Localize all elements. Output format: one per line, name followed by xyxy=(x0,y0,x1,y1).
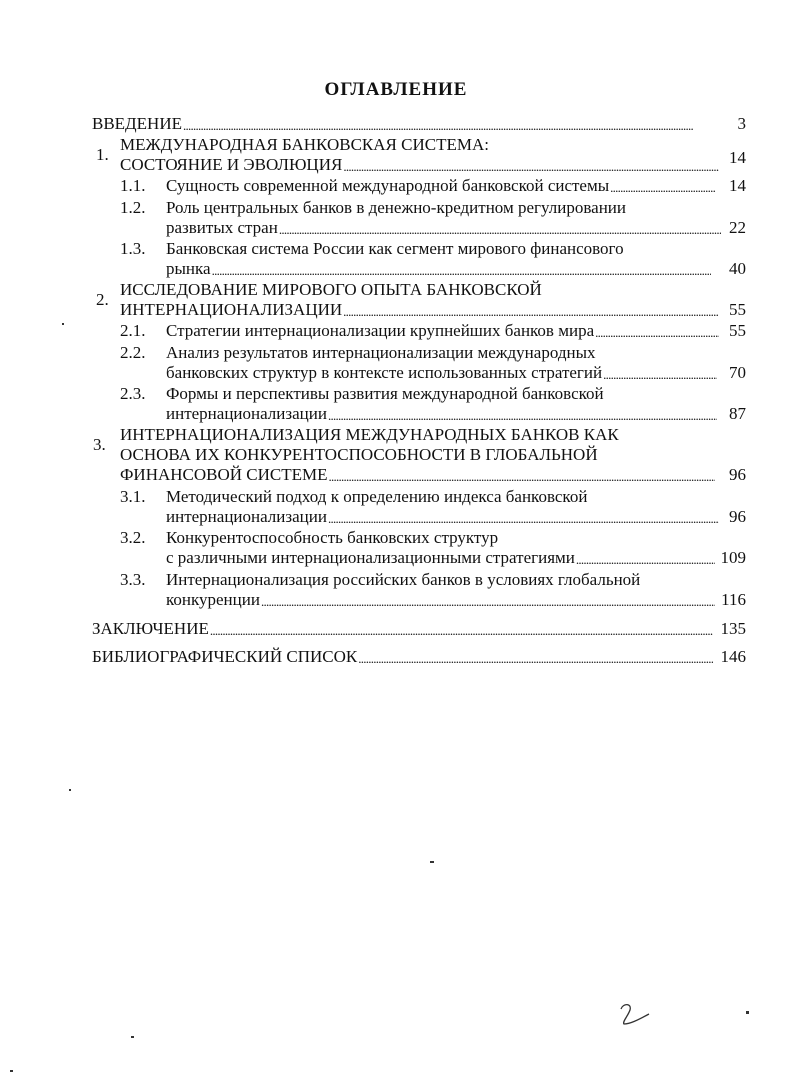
section-title-text: рынка xyxy=(166,259,211,278)
toc-conclusion-page: 135 xyxy=(720,619,746,638)
section-title-line[interactable] xyxy=(166,548,716,568)
toc-bibliography-label: БИБЛИОГРАФИЧЕСКИЙ СПИСОК xyxy=(92,647,358,666)
leader-dots xyxy=(595,325,719,341)
scan-speck xyxy=(746,1011,749,1014)
leader-dots xyxy=(261,594,715,610)
section-number: 2.1. xyxy=(120,321,146,340)
leader-dots xyxy=(328,408,717,424)
scan-speck xyxy=(430,861,434,863)
section-title-text: конкуренции xyxy=(166,590,260,609)
section-page: 70 xyxy=(729,363,746,382)
chapter-title-line[interactable]: ОСНОВА ИХ КОНКУРЕНТОСПОСОБНОСТИ В ГЛОБАЛЬНОЙ xyxy=(120,445,598,464)
scan-speck xyxy=(131,1036,134,1038)
section-page: 116 xyxy=(721,590,746,609)
chapter-title-line[interactable] xyxy=(120,300,720,320)
toc-intro-page: 3 xyxy=(737,114,746,133)
section-title-line[interactable]: Банковская система России как сегмент мирового финансового xyxy=(166,239,624,258)
leader-dots xyxy=(279,222,721,238)
section-title-line[interactable] xyxy=(166,404,718,424)
section-title-text: Сущность современной международной банковской системы xyxy=(166,176,610,195)
leader-dots xyxy=(183,118,729,134)
section-number: 2.2. xyxy=(120,343,146,362)
leader-dots xyxy=(576,552,715,568)
chapter-page: 14 xyxy=(729,148,746,167)
leader-dots xyxy=(610,180,715,196)
leader-dots xyxy=(212,263,711,279)
chapter-title-text: ФИНАНСОВОЙ СИСТЕМЕ xyxy=(120,465,328,484)
section-title-text: с различными интернационализационными стратегиями xyxy=(166,548,575,567)
toc-intro[interactable] xyxy=(92,114,746,134)
section-page: 55 xyxy=(729,321,746,340)
section-title-line[interactable]: Формы и перспективы развития международной банковской xyxy=(166,384,604,403)
section-title-line[interactable] xyxy=(166,507,720,527)
toc-bibliography[interactable] xyxy=(92,647,714,667)
section-number: 3.2. xyxy=(120,528,146,547)
section-title-line[interactable]: Конкурентоспособность банковских структур xyxy=(166,528,499,547)
section-title-text: Стратегии интернационализации крупнейших банков мира xyxy=(166,321,595,340)
section-number: 2.3. xyxy=(120,384,146,403)
section-number: 1.3. xyxy=(120,239,146,258)
page-title: ОГЛАВЛЕНИЕ xyxy=(324,79,468,100)
section-title-line[interactable] xyxy=(166,259,712,279)
chapter-title-text: СОСТОЯНИЕ И ЭВОЛЮЦИЯ xyxy=(120,155,343,174)
leader-dots xyxy=(343,304,719,320)
scan-speck xyxy=(10,1070,13,1072)
chapter-page: 55 xyxy=(729,300,746,319)
section-title-text: банковских структур в контексте использованных стратегий xyxy=(166,363,603,382)
chapter-number: 2. xyxy=(96,290,109,309)
section-title-line[interactable] xyxy=(166,176,716,196)
section-page: 40 xyxy=(729,259,746,278)
section-title-line[interactable] xyxy=(166,590,716,610)
scan-speck xyxy=(69,789,71,791)
section-title-line[interactable]: Роль центральных банков в денежно-кредитном регулировании xyxy=(166,198,626,217)
chapter-title-line[interactable] xyxy=(120,155,720,175)
chapter-page: 96 xyxy=(729,465,746,484)
leader-dots xyxy=(329,469,715,485)
leader-dots xyxy=(210,623,713,639)
section-title-text: интернационализации xyxy=(166,507,327,526)
toc-bibliography-page: 146 xyxy=(720,647,746,666)
section-page: 96 xyxy=(729,507,746,526)
chapter-title-line[interactable]: МЕЖДУНАРОДНАЯ БАНКОВСКАЯ СИСТЕМА: xyxy=(120,135,489,154)
section-title-line[interactable]: Интернационализация российских банков в условиях глобальной xyxy=(166,570,641,589)
chapter-title-line[interactable]: ИНТЕРНАЦИОНАЛИЗАЦИЯ МЕЖДУНАРОДНЫХ БАНКОВ КАК xyxy=(120,425,619,444)
chapter-title-text: ИНТЕРНАЦИОНАЛИЗАЦИИ xyxy=(120,300,343,319)
chapter-number: 1. xyxy=(96,145,109,164)
section-number: 3.1. xyxy=(120,487,146,506)
section-number: 1.1. xyxy=(120,176,146,195)
scan-speck xyxy=(62,323,64,325)
section-number: 1.2. xyxy=(120,198,146,217)
section-page: 14 xyxy=(729,176,746,195)
toc-conclusion-label: ЗАКЛЮЧЕНИЕ xyxy=(92,619,209,638)
leader-dots xyxy=(343,159,719,175)
toc-intro-label: ВВЕДЕНИЕ xyxy=(92,114,182,133)
leader-dots xyxy=(603,367,717,383)
toc-conclusion[interactable] xyxy=(92,619,714,639)
chapter-title-line[interactable] xyxy=(120,465,716,485)
chapter-title-line[interactable]: ИССЛЕДОВАНИЕ МИРОВОГО ОПЫТА БАНКОВСКОЙ xyxy=(120,280,542,299)
section-title-text: развитых стран xyxy=(166,218,278,237)
leader-dots xyxy=(328,511,719,527)
section-number: 3.3. xyxy=(120,570,146,589)
section-page: 109 xyxy=(720,548,746,567)
leader-dots xyxy=(358,651,713,667)
section-title-line[interactable] xyxy=(166,363,718,383)
handwritten-mark-icon xyxy=(618,1000,654,1028)
section-title-line[interactable]: Анализ результатов интернационализации международных xyxy=(166,343,596,362)
section-page: 87 xyxy=(729,404,746,423)
chapter-number: 3. xyxy=(93,435,106,454)
section-title-line[interactable] xyxy=(166,321,720,341)
section-page: 22 xyxy=(729,218,746,237)
section-title-line[interactable]: Методический подход к определению индекса банковской xyxy=(166,487,588,506)
section-title-text: интернационализации xyxy=(166,404,327,423)
section-title-line[interactable] xyxy=(166,218,722,238)
